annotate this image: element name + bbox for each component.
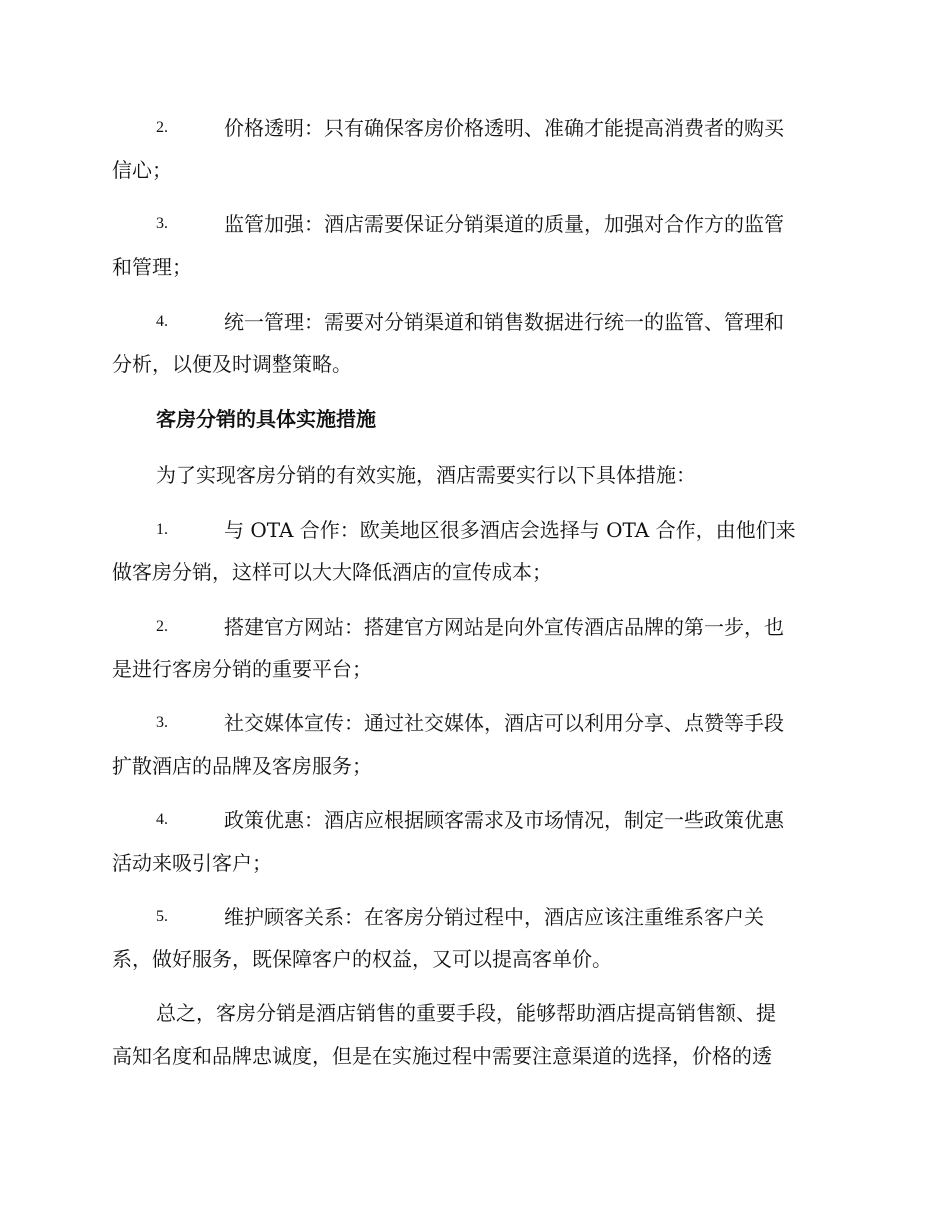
- list-text-line: 搭建官方网站：搭建官方网站是向外宣传酒店品牌的第一步，也: [224, 615, 784, 639]
- list-text-continuation: 和管理；: [112, 255, 192, 279]
- summary-line: 总之，客房分销是酒店销售的重要手段，能够帮助酒店提高销售额、提: [156, 1001, 776, 1025]
- list-text-line: 社交媒体宣传：通过社交媒体，酒店可以利用分享、点赞等手段: [224, 711, 784, 735]
- summary-line: 高知名度和品牌忠诚度，但是在实施过程中需要注意渠道的选择，价格的透: [112, 1044, 772, 1068]
- list-text-line: 价格透明：只有确保客房价格透明、准确才能提高消费者的购买: [224, 116, 784, 140]
- list-number: 3.: [156, 215, 168, 232]
- section-heading: 客房分销的具体实施措施: [156, 407, 376, 431]
- intro-paragraph: 为了实现客房分销的有效实施，酒店需要实行以下具体措施：: [156, 463, 696, 487]
- list-number: 4.: [156, 313, 168, 330]
- list-number: 1.: [156, 521, 168, 538]
- list-text-continuation: 分析，以便及时调整策略。: [112, 352, 352, 376]
- list-text-line: 监管加强：酒店需要保证分销渠道的质量，加强对合作方的监管: [224, 212, 784, 236]
- list-text-line: 统一管理：需要对分销渠道和销售数据进行统一的监管、管理和: [224, 310, 784, 334]
- list-number: 4.: [156, 811, 168, 828]
- list-text-continuation: 系，做好服务，既保障客户的权益，又可以提高客单价。: [112, 947, 612, 971]
- list-text-continuation: 扩散酒店的品牌及客房服务；: [112, 754, 372, 778]
- list-text-continuation: 是进行客房分销的重要平台；: [112, 657, 372, 681]
- list-text-line: 政策优惠：酒店应根据顾客需求及市场情况，制定一些政策优惠: [224, 808, 784, 832]
- list-number: 5.: [156, 908, 168, 925]
- list-text-line: 与 OTA 合作：欧美地区很多酒店会选择与 OTA 合作，由他们来: [224, 518, 796, 542]
- list-number: 2.: [156, 119, 168, 136]
- list-text-continuation: 活动来吸引客户；: [112, 851, 272, 875]
- list-number: 2.: [156, 618, 168, 635]
- list-text-line: 维护顾客关系：在客房分销过程中，酒店应该注重维系客户关: [224, 905, 764, 929]
- list-text-continuation: 信心；: [112, 158, 172, 182]
- list-text-continuation: 做客房分销，这样可以大大降低酒店的宣传成本；: [112, 560, 552, 584]
- list-number: 3.: [156, 714, 168, 731]
